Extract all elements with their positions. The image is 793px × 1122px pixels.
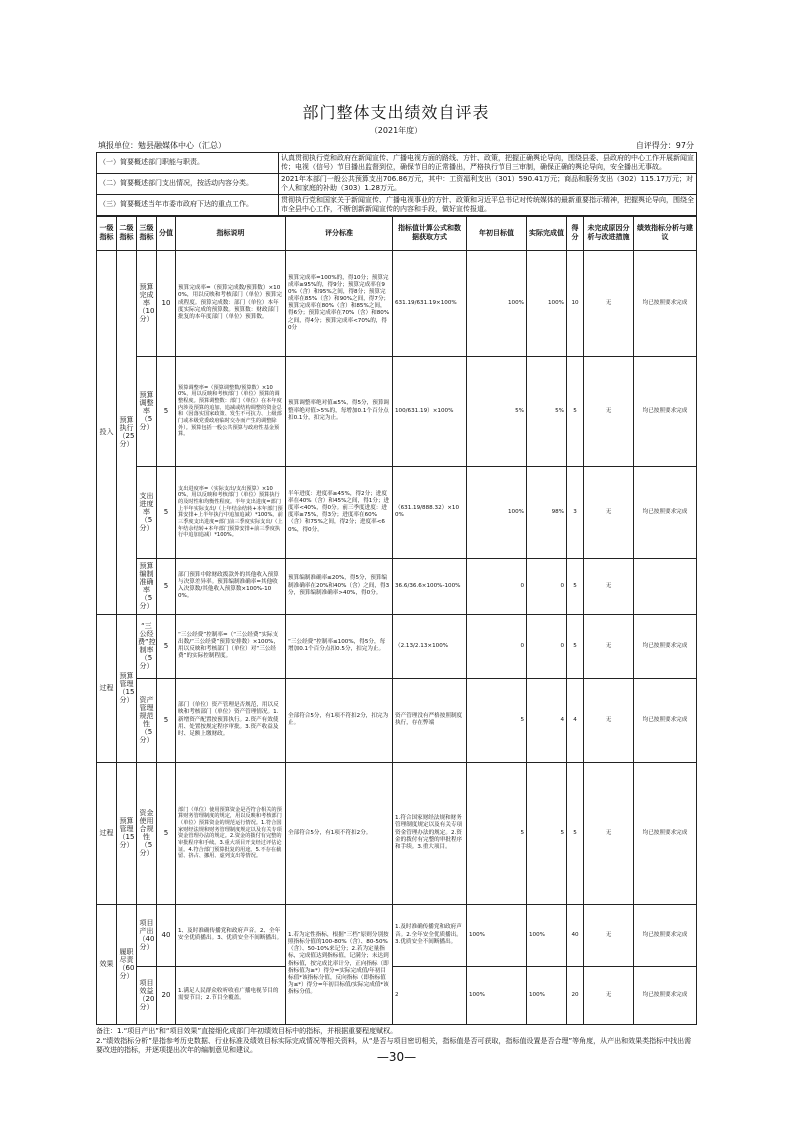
cell-formula: （631.19/888.32）×100%: [393, 466, 467, 558]
header-actual: 实际完成值: [527, 216, 567, 250]
cell-reason: 无: [584, 904, 634, 966]
cell-formula: 36.6/36.6×100%-100%: [393, 558, 467, 614]
cell-desc: “三公经费”控制率=（“三公经费”实际支出数/“三公经费”预算安排数）×100%，用以反映和考核部门（单位）对“三公经费”的实际控制程度。: [176, 614, 286, 678]
self-score: 自评得分：97分: [635, 141, 694, 150]
summary-content: 2021年本部门一般公共预算支出706.86万元，其中：工资福利支出（301）590.41万元；商品和服务支出（302）115.17万元；对个人和家庭的补助（303）1.28万元。: [279, 173, 697, 194]
cell-target: 0: [467, 614, 527, 678]
cell-advice: [634, 558, 697, 614]
header-got: 得分: [567, 216, 584, 250]
cell-points: 5: [157, 558, 176, 614]
cell-advice: 均已按照要求完成: [634, 678, 697, 762]
cell-actual: 0: [527, 614, 567, 678]
cell-formula: 1.及时准确传播党和政府声音。2.全年安全优质播出。3.优质安全不间断播出。: [393, 904, 467, 966]
cell-desc: 部门预算中除财政拨款外的其他收入预算与决算差异率。预算编制准确率=其他收入决算数/其他收入预算数×100%-100%。: [176, 558, 286, 614]
cell-points: 5: [157, 678, 176, 762]
cell-l3: “三公经费”控制率（5分）: [137, 614, 157, 678]
cell-l3: 预算完成率（10分）: [137, 250, 157, 356]
cell-points: 5: [157, 356, 176, 466]
summary-label: （二）简要概述部门支出情况，按活动内容分类。: [97, 173, 279, 194]
cell-target: 5: [467, 762, 527, 904]
cell-advice: 均已按照要求完成: [634, 762, 697, 904]
cell-formula: 2: [393, 966, 467, 1024]
cell-criteria: “三公经费”控制率≤100%，得5分，每增加0.1个百分点扣0.5分，扣完为止。: [286, 614, 393, 678]
cell-reason: 无: [584, 558, 634, 614]
cell-l3: 预算调整率（5分）: [137, 356, 157, 466]
cell-got: 40: [567, 904, 584, 966]
cell-actual: 5: [527, 762, 567, 904]
cell-formula: 资产管理没有严格按照制度执行，存在弊端: [393, 678, 467, 762]
cell-advice: 均已按照要求完成: [634, 904, 697, 966]
cell-advice: 均已按照要求完成: [634, 966, 697, 1024]
cell-points: 40: [157, 904, 176, 966]
cell-l3: 资产管理规范性（5分）: [137, 678, 157, 762]
reporting-unit: 填报单位：勉县融媒体中心（汇总）: [98, 141, 226, 150]
cell-criteria: 全部符合5分，有1项不符扣2分，扣完为止。: [286, 678, 393, 762]
cell-actual: 0: [527, 558, 567, 614]
cell-formula: 100/631.19）×100%: [393, 356, 467, 466]
header-points: 分值: [157, 216, 176, 250]
header-reason: 未完成原因分析与改进措施: [584, 216, 634, 250]
cell-formula: 631.19/631.19×100%: [393, 250, 467, 356]
cell-l2: 履职尽责（60分）: [117, 904, 137, 1024]
cell-points: 5: [157, 614, 176, 678]
cell-actual: 5%: [527, 356, 567, 466]
cell-criteria: 1.若为定性指标，根据“三档”原则分别按照指标分值的100-80%（含）、80-50%（含）、50-10%来记分；2.若为定量指标，完成值达到指标值，记满分；未达到指标值，按完成比率计分，正向指标（即指标值为≥*）得分=实际完成值/年初目标值*该指标分值，反向指标（即指标值为≤*）得分=年初目标值/实际完成值*该指标分值。: [286, 904, 393, 1024]
table-row: [97, 966, 697, 1024]
cell-l2: 预算执行（25分）: [117, 250, 137, 614]
cell-desc: 部门（单位）使用预算资金是否符合相关的预算财务管理制度的规定，用以反映和考核部门（单位）预算资金的规范运行情况。1.符合国家财经法规和财务管理制度规定以及有关专项资金管理办法的规定。2.资金的拨付有完整的审批程序和手续。3.重大项目开支经过评估论证。4.符合部门预算批复的用途。5.不存在截留、挤占、挪用、虚列支出等情况。: [176, 762, 286, 904]
page-number: —30—: [376, 1050, 417, 1064]
cell-got: 10: [567, 250, 584, 356]
summary-table: [96, 152, 697, 216]
cell-points: 20: [157, 966, 176, 1024]
meta-row: [98, 140, 694, 151]
cell-got: 5: [567, 558, 584, 614]
cell-actual: 100%: [527, 904, 567, 966]
cell-reason: 无: [584, 356, 634, 466]
cell-advice: 均已按照要求完成: [634, 466, 697, 558]
cell-desc: 预算完成率=（预算完成数/预算数）×100%，用以反映和考核部门（单位）预算完成程度。预算完成数：部门（单位）本年度实际完成的预算数。预算数：财政部门批复的本年度部门（单位）预算数。: [176, 250, 286, 356]
cell-target: 5: [467, 678, 527, 762]
table-row: [97, 356, 697, 466]
cell-l3: 项目效益（20分）: [137, 966, 157, 1024]
header-criteria: 评分标准: [286, 216, 393, 250]
cell-reason: 无: [584, 678, 634, 762]
cell-reason: 无: [584, 466, 634, 558]
summary-label: （三）简要概述当年市委市政府下达的重点工作。: [97, 194, 279, 215]
cell-points: 10: [157, 250, 176, 356]
cell-got: 5: [567, 762, 584, 904]
cell-reason: 无: [584, 966, 634, 1024]
cell-criteria: 预算调整率绝对值≤5%，得5分，预算调整率绝对值>5%的，每增加0.1个百分点扣0.1分，扣完为止。: [286, 356, 393, 466]
cell-advice: 均已按照要求完成: [634, 614, 697, 678]
note-line: 备注：1.“项目产出”和“项目效果”直接细化成部门年初绩效目标中的指标，并根据重要程度赋权。: [96, 1026, 398, 1035]
cell-got: 3: [567, 466, 584, 558]
cell-desc: 部门（单位）资产管理是否规范，用以反映和考核部门（单位）资产管理情况。1.新增资产配置按预算执行。2.资产有效使用、处置按规定程序审批。3.资产收益及时、足额上缴财政。: [176, 678, 286, 762]
cell-target: 100%: [467, 250, 527, 356]
indicator-table: [96, 216, 697, 1025]
summary-content: 贯彻执行党和国家关于新闻宣传、广播电视事业的方针、政策和习近平总书记对传统媒体的最新重要指示精神，把握舆论导向，围绕全市全县中心工作，不断创新新闻宣传的内容和手段，做好宣传报道。: [279, 194, 697, 215]
cell-desc: 支出进度率=（实际支出/支出预算）×100%，用以反映和考核部门（单位）预算执行的及时性和均衡性程度。半年支出进度=部门上半年实际支出/（上年结余结转+本年部门预算安排+上半年执行中追加追减）*100%。前三季度支出进度=部门前三季度实际支出/（上年结余结转+本年部门预算安排+前三季度执行中追加追减）*100%。: [176, 466, 286, 558]
table-row: [97, 250, 697, 356]
header-formula: 指标值计算公式和数据获取方式: [393, 216, 467, 250]
cell-actual: 100%: [527, 250, 567, 356]
cell-points: 5: [157, 466, 176, 558]
cell-actual: 98%: [527, 466, 567, 558]
cell-got: 4: [567, 678, 584, 762]
header-desc: 指标说明: [176, 216, 286, 250]
summary-row: [97, 153, 697, 174]
cell-target: 100%: [467, 966, 527, 1024]
cell-advice: 均已按照要求完成: [634, 356, 697, 466]
table-row: [97, 904, 697, 966]
cell-l1: 效果: [97, 904, 117, 1024]
cell-criteria: 预算编制准确率≤20%，得5分，预算编制准确率在20%和40%（含）之间，得3分，预算编制准确率>40%，得0分。: [286, 558, 393, 614]
header-l1: 一级指标: [97, 216, 117, 250]
cell-l1: 投入: [97, 250, 117, 614]
table-row: [97, 558, 697, 614]
cell-l2: 预算管理（15分）: [117, 614, 137, 762]
table-row: [97, 678, 697, 762]
cell-points: 5: [157, 762, 176, 904]
cell-desc: 1、及时准确传播党和政府声音。2、全年安全优质播出。3、优质安全不间断播出。: [176, 904, 286, 966]
table-row: [97, 466, 697, 558]
cell-target: 100%: [467, 466, 527, 558]
cell-l3: 支出进度率（5分）: [137, 466, 157, 558]
summary-label: （一）简要概述部门职能与职责。: [97, 153, 279, 174]
cell-l3: 资金使用合规性（5分）: [137, 762, 157, 904]
cell-actual: 4: [527, 678, 567, 762]
cell-l1: 过程: [97, 762, 117, 904]
cell-got: 5: [567, 614, 584, 678]
cell-reason: 无: [584, 762, 634, 904]
cell-criteria: 预算完成率=100%的，得10分；预算完成率≥95%的，得9分；预算完成率在90%（含）和95%之间，得8分；预算完成率在85%（含）和90%之间，得7分；预算完成率在80%（含）和85%之间，得6分；预算完成率在70%（含）和80%之间，得4分；预算完成率<70%的，得0分: [286, 250, 393, 356]
cell-desc: 预算调整率=（预算调整数/预算数）×100%，用以反映和考核部门（单位）预算的调整程度。预算调整数：部门（单位）在本年度内涉及预算的追加、追减或结构调整的资金总和（因落实国家政策、发生不可抗力、上级部门或本级党委政府临时交办而产生的调整除外）。预算包括一般公共预算与政府性基金预算。: [176, 356, 286, 466]
table-row: [97, 614, 697, 678]
cell-reason: 无: [584, 614, 634, 678]
header-l2: 二级指标: [117, 216, 137, 250]
cell-got: 20: [567, 966, 584, 1024]
page: [96, 96, 696, 1056]
cell-desc: 1.满足人民群众收听收看广播电视节目的需要节目；2.节目全覆盖。: [176, 966, 286, 1024]
header-target: 年初目标值: [467, 216, 527, 250]
cell-actual: 100%: [527, 966, 567, 1024]
summary-content: 认真贯彻执行党和政府在新闻宣传、广播电视方面的路线、方针、政策，把握正确舆论导向，围绕县委、县政府的中心工作开展新闻宣传；电视（信号）节目播出监督到位，确保节目的正常播出，严格执行节目三审制，确保正确的舆论导向，安全播出无事故。: [279, 153, 697, 174]
table-row: [97, 762, 697, 904]
cell-got: 5: [567, 356, 584, 466]
cell-formula: 1.符合国家财经法规和财务管理制度规定以及有关专项资金管理办法的规定。2.资金的拨付有完整的审批程序和手续。3.重大项目。: [393, 762, 467, 904]
summary-row: [97, 194, 697, 215]
header-row: [97, 216, 697, 250]
cell-l3: 预算编制准确率（5分）: [137, 558, 157, 614]
report-year: （2021年度）: [369, 126, 423, 135]
header-l3: 三级指标: [137, 216, 157, 250]
summary-row: [97, 173, 697, 194]
cell-criteria: 全部符合5分，有1项不符扣2分。: [286, 762, 393, 904]
cell-target: 0: [467, 558, 527, 614]
header-advice: 绩效指标分析与建议: [634, 216, 697, 250]
cell-l3: 项目产出（40分）: [137, 904, 157, 966]
cell-target: 5%: [467, 356, 527, 466]
cell-advice: 均已按照要求完成: [634, 250, 697, 356]
cell-criteria: 半年进度：进度率≥45%，得2分；进度率在40%（含）和45%之间，得1分；进度率<40%，得0分。前三季度进度：进度率≥75%，得3分；进度率在60%（含）和75%之间，得2分；进度率<60%，得0分。: [286, 466, 393, 558]
note-line: 2.“绩效指标分析”是指参考历史数据、行业标准及绩效目标实际完成情况等相关资料，从“是否与项目密切相关，指标值是否可获取，指标值设置是否合理”等角度，从产出和效果类指标中找出需要改进的指标，并逐项提出次年的编制意见和建议。: [96, 1036, 692, 1055]
page-title: 部门整体支出绩效自评表: [302, 103, 490, 122]
cell-formula: （2.13/2.13×100%: [393, 614, 467, 678]
cell-target: 100%: [467, 904, 527, 966]
cell-l2: 预算管理（15分）: [117, 762, 137, 904]
cell-reason: 无: [584, 250, 634, 356]
cell-l1: 过程: [97, 614, 117, 762]
